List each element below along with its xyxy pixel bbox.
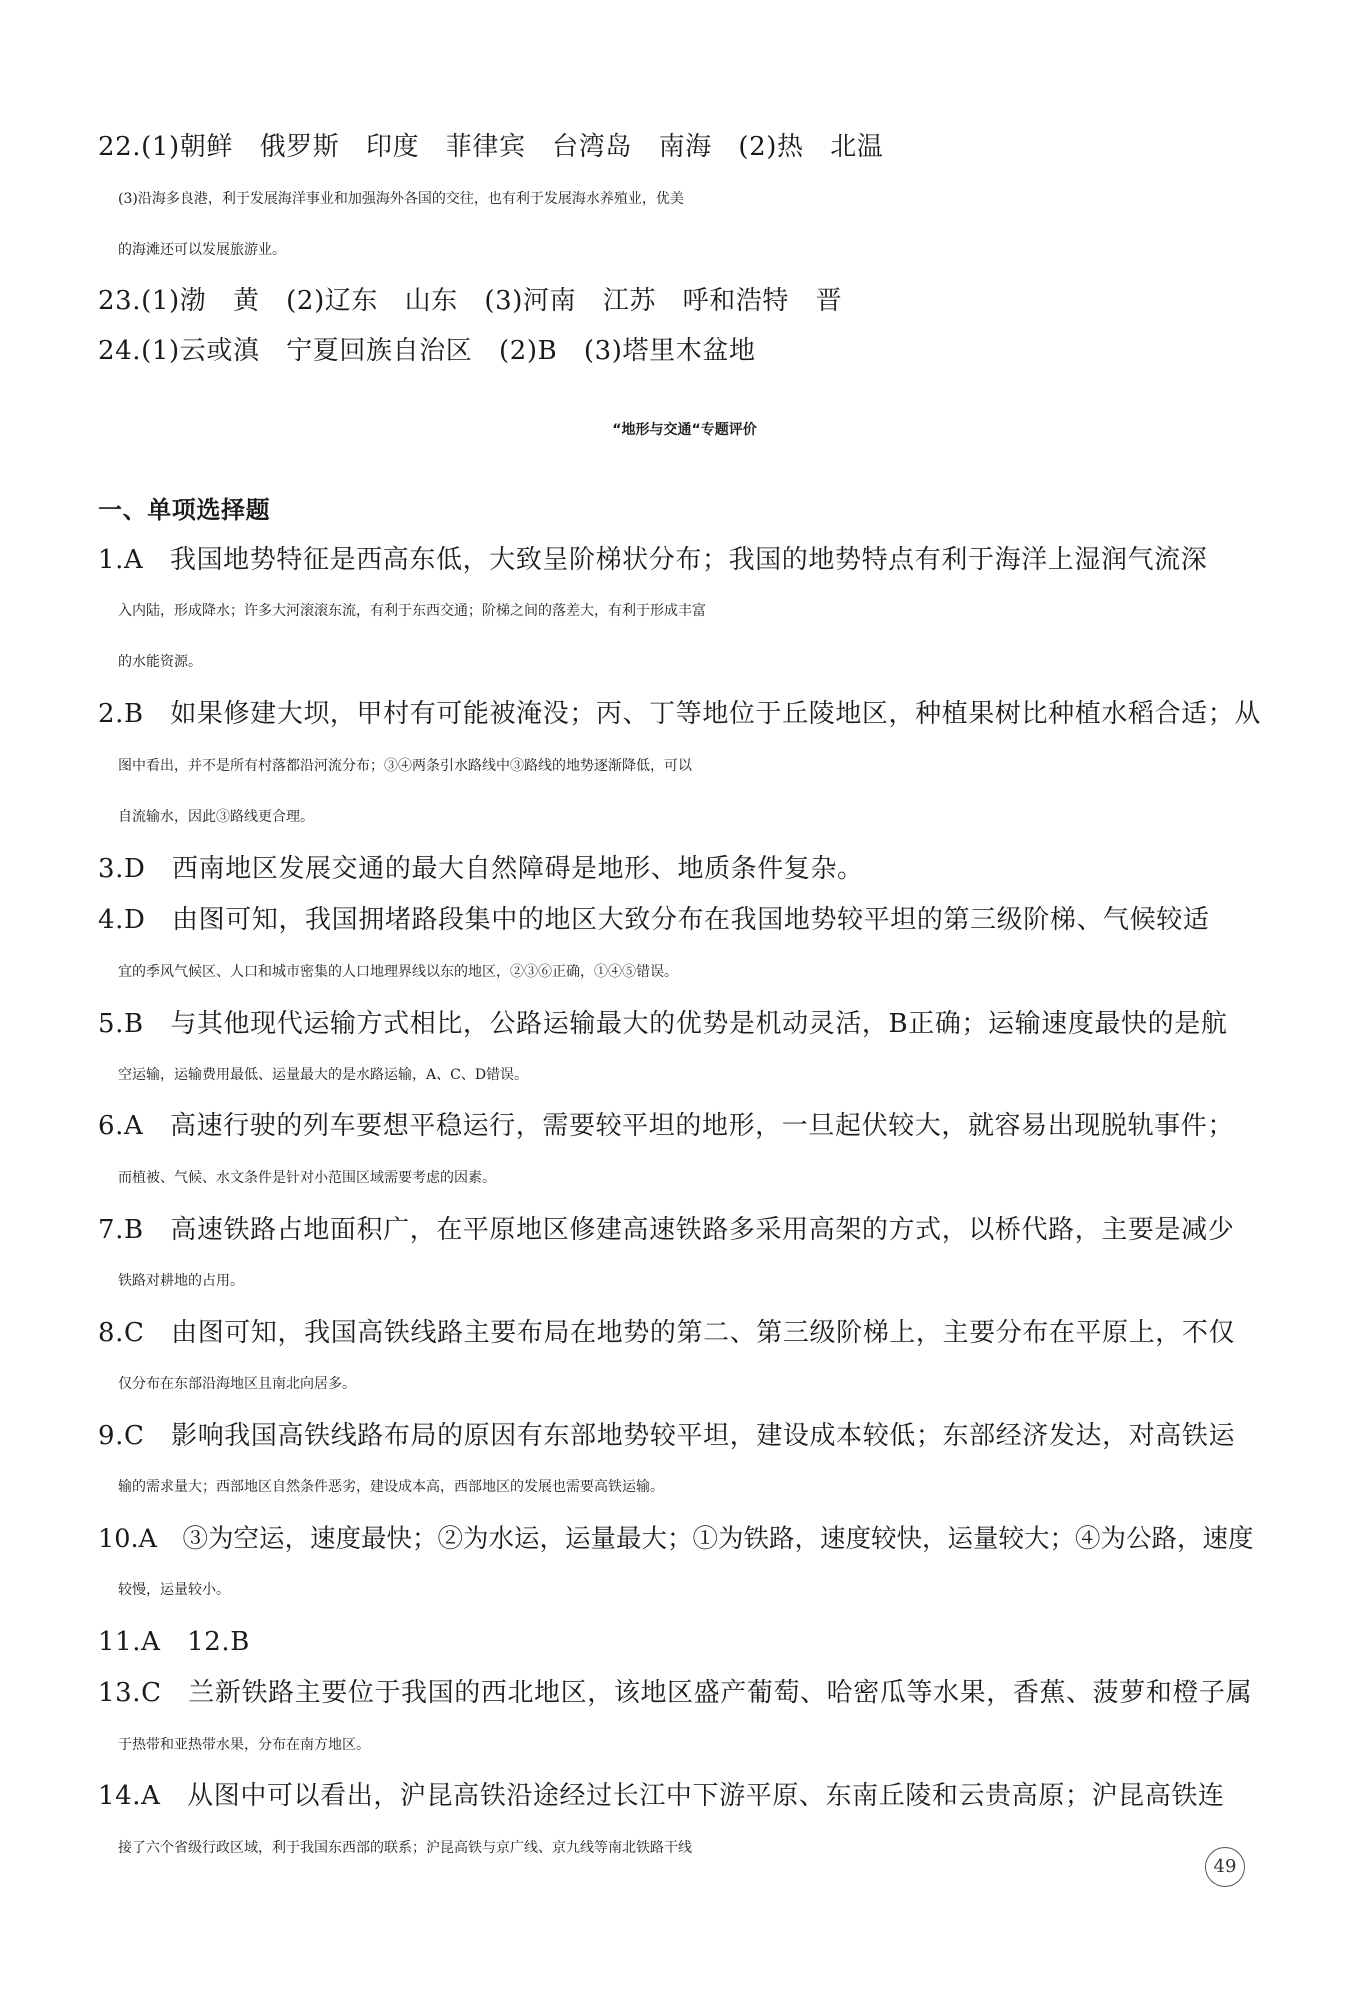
answer-5-line-2: 空运输，运输费用最低、运量最大的是水路运输，A、C、D错误。: [118, 1067, 529, 1083]
answer-8-line-1: 8.C 由图可知，我国高铁线路主要布局在地势的第二、第三级阶梯上，主要分布在平原上，不仅: [98, 1318, 1236, 1348]
answer-6-line-1: 6.A 高速行驶的列车要想平稳运行，需要较平坦的地形，一旦起伏较大，就容易出现脱轨事件；: [98, 1111, 1234, 1141]
answer-1-line-2: 入内陆，形成降水；许多大河滚滚东流，有利于东西交通；阶梯之间的落差大，有利于形成丰富: [118, 603, 706, 619]
answer-4-line-2: 宜的季风气候区、人口和城市密集的人口地理界线以东的地区，②③⑥正确，①④⑤错误。: [118, 964, 678, 980]
answer-10-line-2: 较慢，运量较小。: [118, 1582, 230, 1598]
answer-3-line-1: 3.D 西南地区发展交通的最大自然障碍是地形、地质条件复杂。: [98, 854, 864, 884]
page-number: 49: [1205, 1847, 1245, 1887]
answer-2-line-2: 图中看出，并不是所有村落都沿河流分布；③④两条引水路线中③路线的地势逐渐降低，可以: [118, 758, 692, 774]
answer-11-12-line: 11.A 12.B: [98, 1627, 250, 1657]
answer-9-line-1: 9.C 影响我国高铁线路布局的原因有东部地势较平坦，建设成本较低；东部经济发达，对高铁运: [98, 1421, 1236, 1451]
answer-14-line-1: 14.A 从图中可以看出，沪昆高铁沿途经过长江中下游平原、东南丘陵和云贵高原；沪昆高铁连: [98, 1781, 1225, 1811]
answer-7-line-2: 铁路对耕地的占用。: [118, 1273, 244, 1289]
section-subheading: 一、单项选择题: [98, 496, 271, 524]
answer-6-line-2: 而植被、气候、水文条件是针对小范围区域需要考虑的因素。: [118, 1170, 496, 1186]
answer-2-line-3: 自流输水，因此③路线更合理。: [118, 809, 314, 825]
answer-2-line-1: 2.B 如果修建大坝，甲村有可能被淹没；丙、丁等地位于丘陵地区，种植果树比种植水稻合适；从: [98, 699, 1261, 729]
answer-1-line-1: 1.A 我国地势特征是西高东低，大致呈阶梯状分布；我国的地势特点有利于海洋上湿润气流深: [98, 545, 1208, 575]
answer-10-line-1: 10.A ③为空运，速度最快；②为水运，运量最大；①为铁路，速度较快，运量较大；④为公路，速度: [98, 1524, 1254, 1554]
answer-4-line-1: 4.D 由图可知，我国拥堵路段集中的地区大致分布在我国地势较平坦的第三级阶梯、气候较适: [98, 905, 1210, 935]
answer-1-line-3: 的水能资源。: [118, 654, 202, 670]
answer-23-line-1: 23.(1)渤 黄 (2)辽东 山东 (3)河南 江苏 呼和浩特 晋: [98, 286, 843, 316]
section-title: “地形与交通“专题评价: [612, 422, 757, 438]
answer-22-line-1: 22.(1)朝鲜 俄罗斯 印度 菲律宾 台湾岛 南海 (2)热 北温: [98, 132, 884, 162]
answer-22-line-2: (3)沿海多良港，利于发展海洋事业和加强海外各国的交往，也有利于发展海水养殖业，优美: [118, 191, 684, 207]
answer-13-line-1: 13.C 兰新铁路主要位于我国的西北地区，该地区盛产葡萄、哈密瓜等水果，香蕉、菠萝和橙子属: [98, 1678, 1253, 1708]
answer-7-line-1: 7.B 高速铁路占地面积广，在平原地区修建高速铁路多采用高架的方式，以桥代路，主要是减少: [98, 1215, 1235, 1245]
answer-8-line-2: 仅分布在东部沿海地区且南北向居多。: [118, 1376, 356, 1392]
answer-14-line-2: 接了六个省级行政区域，利于我国东西部的联系；沪昆高铁与京广线、京九线等南北铁路干线: [118, 1840, 692, 1856]
answer-13-line-2: 于热带和亚热带水果，分布在南方地区。: [118, 1737, 370, 1753]
answer-24-line-1: 24.(1)云或滇 宁夏回族自治区 (2)B (3)塔里木盆地: [98, 336, 756, 366]
answer-9-line-2: 输的需求量大；西部地区自然条件恶劣，建设成本高，西部地区的发展也需要高铁运输。: [118, 1479, 664, 1495]
answer-22-line-3: 的海滩还可以发展旅游业。: [118, 242, 286, 258]
answer-5-line-1: 5.B 与其他现代运输方式相比，公路运输最大的优势是机动灵活，B正确；运输速度最快的是航: [98, 1009, 1228, 1039]
